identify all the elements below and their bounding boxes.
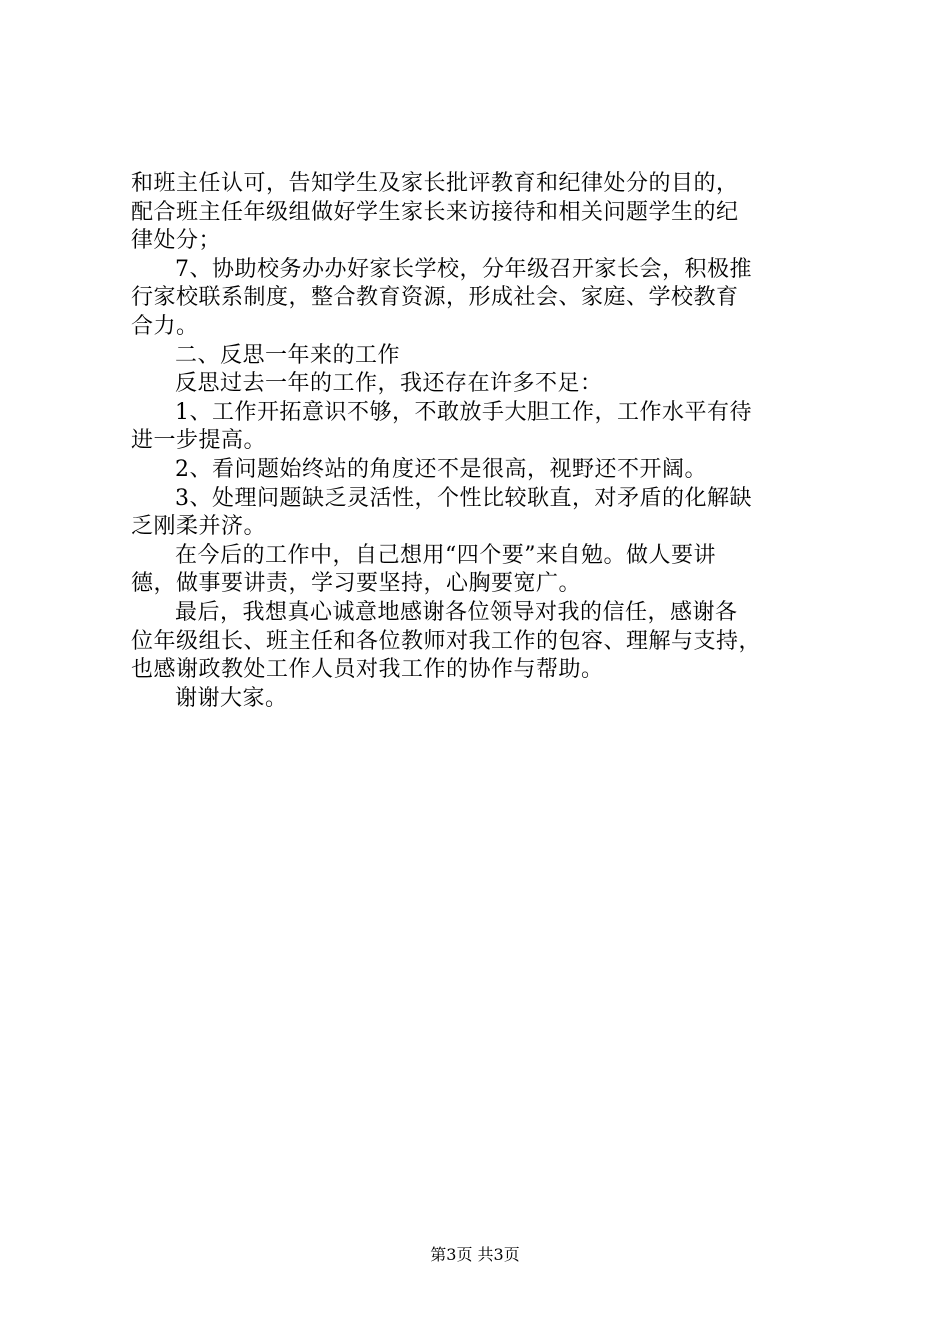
text-line: 和班主任认可，告知学生及家长批评教育和纪律处分的目的， [131,171,739,196]
text-line: 律处分； [131,228,222,254]
text-line: 位年级组长、班主任和各位教师对我工作的包容、理解与支持， [131,628,762,654]
text-line: 合力。 [131,313,199,339]
paragraph-start: 最后，我想真心诚意地感谢各位领导对我的信任，感谢各 [175,599,738,625]
closing-line: 谢谢大家。 [175,685,288,711]
list-item-7: 7、协助校务办办好家长学校，分年级召开家长会，积极推 [175,256,752,282]
document-body [131,170,831,713]
text-line: 德，做事要讲责，学习要坚持，心胸要宽广。 [131,571,582,597]
paragraph-intro: 反思过去一年的工作，我还存在许多不足： [175,371,603,397]
text-line: 乏刚柔并济。 [131,514,267,540]
paragraph-start: 在今后的工作中，自己想用“四个要”来自勉。做人要讲 [175,542,716,568]
list-item-1: 1、工作开拓意识不够，不敢放手大胆工作，工作水平有待 [175,399,752,425]
page-footer: 第3页 共3页 [430,1245,520,1264]
text-line: 行家校联系制度，整合教育资源，形成社会、家庭、学校教育 [131,285,739,311]
list-item-3: 3、处理问题缺乏灵活性，个性比较耿直，对矛盾的化解缺 [175,485,752,511]
text-line: 进一步提高。 [131,428,267,454]
section-heading: 二、反思一年来的工作 [175,342,401,368]
text-line: 也感谢政教处工作人员对我工作的协作与帮助。 [131,657,604,683]
text-line: 配合班主任年级组做好学生家长来访接待和相关问题学生的纪 [131,199,739,225]
list-item-2: 2、看问题始终站的角度还不是很高，视野还不开阔。 [175,456,707,482]
